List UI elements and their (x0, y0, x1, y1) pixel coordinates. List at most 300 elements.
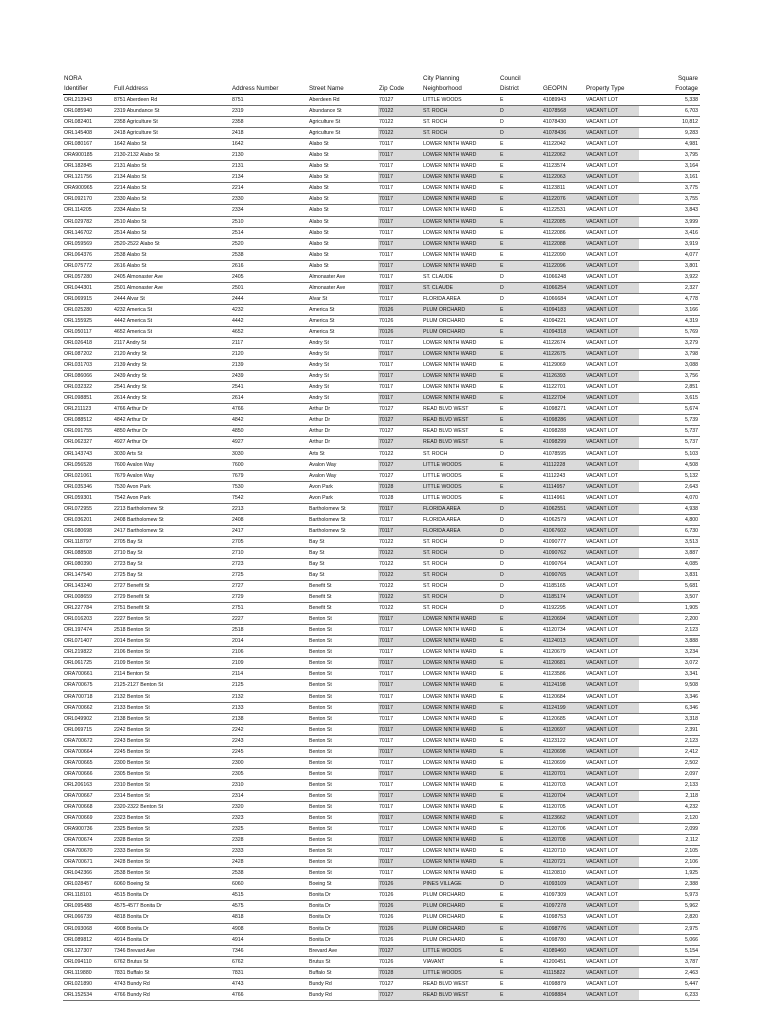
table-row (63, 901, 700, 912)
street-name-cell: Alabo St (308, 216, 378, 227)
neighborhood-cell: LITTLE WOODS (422, 95, 499, 106)
square-footage-cell: 4,085 (639, 558, 700, 569)
nora-identifier-cell: ORL143743 (63, 448, 113, 459)
table-row (63, 183, 700, 194)
square-footage-cell: 5,338 (639, 95, 700, 106)
address-number-cell: 7831 (231, 967, 308, 978)
nora-identifier-cell: ORL095488 (63, 901, 113, 912)
property-type-cell: VACANT LOT (585, 658, 639, 669)
street-name-cell: Benton St (308, 713, 378, 724)
zip-code-cell: 70117 (378, 503, 422, 514)
geopin-cell: 41122063 (542, 172, 585, 183)
address-number-cell: 7346 (231, 945, 308, 956)
neighborhood-cell: ST. ROCH (422, 536, 499, 547)
property-type-cell: VACANT LOT (585, 426, 639, 437)
nora-identifier-cell: ORL016203 (63, 614, 113, 625)
zip-code-cell: 70117 (378, 846, 422, 857)
property-type-cell: VACANT LOT (585, 746, 639, 757)
table-row (63, 106, 700, 117)
nora-identifier-cell: ORL152534 (63, 989, 113, 1000)
square-footage-cell: 3,615 (639, 393, 700, 404)
property-type-cell: VACANT LOT (585, 481, 639, 492)
geopin-cell: 41098271 (542, 404, 585, 415)
table-row (63, 857, 700, 868)
property-type-cell: VACANT LOT (585, 857, 639, 868)
council-district-cell: E (499, 382, 542, 393)
table-row (63, 768, 700, 779)
neighborhood-cell: PLUM ORCHARD (422, 912, 499, 923)
zip-code-cell: 70117 (378, 713, 422, 724)
property-type-cell: VACANT LOT (585, 172, 639, 183)
zip-code-cell: 70117 (378, 260, 422, 271)
property-type-cell: VACANT LOT (585, 216, 639, 227)
address-number-cell: 2320 (231, 802, 308, 813)
property-type-cell: VACANT LOT (585, 382, 639, 393)
table-row (63, 603, 700, 614)
nora-identifier-cell: ORL031703 (63, 360, 113, 371)
neighborhood-cell: LOWER NINTH WARD (422, 260, 499, 271)
neighborhood-cell: LOWER NINTH WARD (422, 647, 499, 658)
council-district-cell: E (499, 227, 542, 238)
geopin-cell: 41120698 (542, 746, 585, 757)
table-row (63, 989, 700, 1000)
nora-identifier-cell: ORA700718 (63, 691, 113, 702)
council-district-cell: E (499, 614, 542, 625)
property-type-cell: VACANT LOT (585, 547, 639, 558)
neighborhood-cell: LOWER NINTH WARD (422, 713, 499, 724)
geopin-cell: 41120710 (542, 846, 585, 857)
address-number-cell: 7600 (231, 459, 308, 470)
full-address-cell: 2319 Abundance St (113, 106, 231, 117)
address-number-cell: 4766 (231, 404, 308, 415)
property-type-cell: VACANT LOT (585, 470, 639, 481)
council-district-cell: E (499, 835, 542, 846)
council-district-cell: E (499, 150, 542, 161)
address-number-cell: 2125 (231, 680, 308, 691)
property-type-cell: VACANT LOT (585, 139, 639, 150)
property-type-cell: VACANT LOT (585, 360, 639, 371)
square-footage-cell: 5,681 (639, 581, 700, 592)
property-type-cell: VACANT LOT (585, 315, 639, 326)
property-type-cell: VACANT LOT (585, 260, 639, 271)
property-type-cell: VACANT LOT (585, 117, 639, 128)
square-footage-cell: 5,769 (639, 326, 700, 337)
neighborhood-cell: FLORIDA AREA (422, 503, 499, 514)
council-district-cell: E (499, 404, 542, 415)
neighborhood-cell: LITTLE WOODS (422, 481, 499, 492)
nora-identifier-cell: ORL118797 (63, 536, 113, 547)
neighborhood-cell: READ BLVD WEST (422, 978, 499, 989)
geopin-cell: 41122701 (542, 382, 585, 393)
property-type-cell: VACANT LOT (585, 95, 639, 106)
nora-identifier-cell: ORL088512 (63, 415, 113, 426)
full-address-cell: 7542 Avon Park (113, 492, 231, 503)
nora-identifier-cell: ORL147540 (63, 570, 113, 581)
square-footage-cell: 2,388 (639, 879, 700, 890)
square-footage-cell: 2,391 (639, 724, 700, 735)
street-name-cell: Andry St (308, 338, 378, 349)
geopin-cell: 41120699 (542, 757, 585, 768)
nora-identifier-cell: ORA700670 (63, 846, 113, 857)
street-name-cell: Arthur Dr (308, 404, 378, 415)
table-row (63, 536, 700, 547)
geopin-cell: 41090764 (542, 558, 585, 569)
full-address-cell: 2109 Benton St (113, 658, 231, 669)
geopin-cell: 41067602 (542, 525, 585, 536)
square-footage-cell: 3,164 (639, 161, 700, 172)
street-name-cell: Avon Park (308, 481, 378, 492)
street-name-cell: Benton St (308, 691, 378, 702)
geopin-cell: 41185165 (542, 581, 585, 592)
geopin-cell: 41122675 (542, 349, 585, 360)
full-address-cell: 2723 Bay St (113, 558, 231, 569)
property-type-cell: VACANT LOT (585, 978, 639, 989)
square-footage-cell: 3,318 (639, 713, 700, 724)
zip-code-cell: 70126 (378, 901, 422, 912)
table-row (63, 227, 700, 238)
street-name-cell: Benton St (308, 625, 378, 636)
nora-identifier-cell: ORL086066 (63, 371, 113, 382)
square-footage-cell: 6,346 (639, 702, 700, 713)
property-type-cell: VACANT LOT (585, 890, 639, 901)
council-district-cell: E (499, 757, 542, 768)
table-row (63, 492, 700, 503)
nora-identifier-cell: ORL088508 (63, 547, 113, 558)
zip-code-cell: 70117 (378, 625, 422, 636)
table-row (63, 757, 700, 768)
property-type-cell: VACANT LOT (585, 161, 639, 172)
council-district-cell: E (499, 901, 542, 912)
table-row (63, 514, 700, 525)
address-number-cell: 2510 (231, 216, 308, 227)
square-footage-cell: 2,200 (639, 614, 700, 625)
geopin-cell: 41123811 (542, 183, 585, 194)
square-footage-cell: 4,077 (639, 249, 700, 260)
council-district-cell: E (499, 934, 542, 945)
table-row (63, 802, 700, 813)
square-footage-cell: 3,234 (639, 647, 700, 658)
address-number-cell: 6762 (231, 956, 308, 967)
street-name-cell: Benton St (308, 846, 378, 857)
address-number-cell: 4842 (231, 415, 308, 426)
nora-identifier-cell: ORA700665 (63, 757, 113, 768)
council-district-cell: D (499, 128, 542, 139)
full-address-cell: 2243 Benton St (113, 735, 231, 746)
neighborhood-cell: PLUM ORCHARD (422, 934, 499, 945)
neighborhood-cell: LOWER NINTH WARD (422, 779, 499, 790)
property-type-cell: VACANT LOT (585, 879, 639, 890)
council-district-cell: E (499, 790, 542, 801)
council-district-cell: E (499, 139, 542, 150)
nora-identifier-cell: ORL035346 (63, 481, 113, 492)
street-name-cell: Aberdeen Rd (308, 95, 378, 106)
square-footage-cell: 2,120 (639, 813, 700, 824)
zip-code-cell: 70126 (378, 890, 422, 901)
zip-code-cell: 70126 (378, 912, 422, 923)
geopin-cell: 41098299 (542, 437, 585, 448)
zip-code-cell: 70117 (378, 205, 422, 216)
full-address-cell: 2131 Alabo St (113, 161, 231, 172)
table-row (63, 139, 700, 150)
square-footage-cell: 3,919 (639, 238, 700, 249)
address-number-cell: 2214 (231, 183, 308, 194)
full-address-cell: 2439 Andry St (113, 371, 231, 382)
street-name-cell: Alabo St (308, 238, 378, 249)
street-name-cell: Boeing St (308, 879, 378, 890)
square-footage-cell: 2,097 (639, 768, 700, 779)
nora-identifier-cell: ORL049902 (63, 713, 113, 724)
nora-identifier-cell: ORA700661 (63, 669, 113, 680)
property-type-cell: VACANT LOT (585, 680, 639, 691)
street-name-cell: Alabo St (308, 150, 378, 161)
table-row (63, 437, 700, 448)
address-number-cell: 2358 (231, 117, 308, 128)
square-footage-cell: 5,737 (639, 426, 700, 437)
council-district-cell: E (499, 205, 542, 216)
council-district-cell: E (499, 426, 542, 437)
neighborhood-cell: LOWER NINTH WARD (422, 625, 499, 636)
neighborhood-cell: LOWER NINTH WARD (422, 824, 499, 835)
address-number-cell: 2213 (231, 503, 308, 514)
full-address-cell: 7679 Avalon Way (113, 470, 231, 481)
table-row (63, 216, 700, 227)
table-row (63, 680, 700, 691)
table-row (63, 161, 700, 172)
neighborhood-cell: PLUM ORCHARD (422, 901, 499, 912)
address-number-cell: 2418 (231, 128, 308, 139)
nora-identifier-cell: ORL143240 (63, 581, 113, 592)
street-name-cell: Agriculture St (308, 117, 378, 128)
council-district-cell: D (499, 570, 542, 581)
geopin-cell: 41123586 (542, 669, 585, 680)
table-row (63, 912, 700, 923)
square-footage-cell: 3,831 (639, 570, 700, 581)
geopin-cell: 41098879 (542, 978, 585, 989)
nora-identifier-cell: ORL080698 (63, 525, 113, 536)
full-address-cell: 2418 Agriculture St (113, 128, 231, 139)
council-district-cell: D (499, 448, 542, 459)
full-address-cell: 2227 Benton St (113, 614, 231, 625)
property-type-cell: VACANT LOT (585, 415, 639, 426)
street-name-cell: Benton St (308, 669, 378, 680)
table-row (63, 293, 700, 304)
square-footage-cell: 2,820 (639, 912, 700, 923)
geopin-cell: 41192295 (542, 603, 585, 614)
neighborhood-cell: FLORIDA AREA (422, 525, 499, 536)
address-number-cell: 4927 (231, 437, 308, 448)
full-address-cell: 4850 Arthur Dr (113, 426, 231, 437)
street-name-cell: Bonita Dr (308, 912, 378, 923)
street-name-cell: Alabo St (308, 194, 378, 205)
square-footage-cell: 3,787 (639, 956, 700, 967)
council-district-cell: E (499, 746, 542, 757)
address-number-cell: 2428 (231, 857, 308, 868)
neighborhood-cell: ST. ROCH (422, 117, 499, 128)
geopin-cell: 41062579 (542, 514, 585, 525)
geopin-cell: 41123574 (542, 161, 585, 172)
full-address-cell: 2134 Alabo St (113, 172, 231, 183)
zip-code-cell: 70117 (378, 779, 422, 790)
nora-identifier-cell: ORL061725 (63, 658, 113, 669)
nora-identifier-cell: ORL069715 (63, 724, 113, 735)
street-name-cell: Agriculture St (308, 128, 378, 139)
street-name-cell: Bay St (308, 547, 378, 558)
street-name-cell: Andry St (308, 382, 378, 393)
property-type-cell: VACANT LOT (585, 757, 639, 768)
square-footage-cell: 4,070 (639, 492, 700, 503)
full-address-cell: 2138 Benton St (113, 713, 231, 724)
table-row (63, 503, 700, 514)
full-address-cell: 2114 Benton St (113, 669, 231, 680)
street-name-cell: Bonita Dr (308, 923, 378, 934)
full-address-cell: 2245 Benton St (113, 746, 231, 757)
street-name-cell: Benton St (308, 680, 378, 691)
full-address-cell: 7346 Brevard Ave (113, 945, 231, 956)
square-footage-cell: 5,739 (639, 415, 700, 426)
street-name-cell: Alabo St (308, 172, 378, 183)
council-district-cell: E (499, 691, 542, 702)
council-district-cell: D (499, 106, 542, 117)
full-address-cell: 2305 Benton St (113, 768, 231, 779)
address-number-cell: 2130 (231, 150, 308, 161)
council-district-cell: E (499, 95, 542, 106)
neighborhood-cell: LOWER NINTH WARD (422, 150, 499, 161)
full-address-cell: 2751 Benefit St (113, 603, 231, 614)
table-row (63, 647, 700, 658)
nora-identifier-cell: ORL119880 (63, 967, 113, 978)
address-number-cell: 2408 (231, 514, 308, 525)
council-district-cell: E (499, 779, 542, 790)
zip-code-cell: 70117 (378, 382, 422, 393)
geopin-cell: 41122674 (542, 338, 585, 349)
nora-identifier-cell: ORA700674 (63, 835, 113, 846)
address-number-cell: 2330 (231, 194, 308, 205)
zip-code-cell: 70117 (378, 172, 422, 183)
square-footage-cell: 5,103 (639, 448, 700, 459)
square-footage-cell: 4,232 (639, 802, 700, 813)
address-number-cell: 2139 (231, 360, 308, 371)
nora-identifier-cell: ORL121756 (63, 172, 113, 183)
geopin-cell: 41122088 (542, 238, 585, 249)
nora-identifier-cell: ORL075772 (63, 260, 113, 271)
neighborhood-cell: LOWER NINTH WARD (422, 724, 499, 735)
zip-code-cell: 70117 (378, 393, 422, 404)
zip-code-cell: 70127 (378, 437, 422, 448)
table-row (63, 879, 700, 890)
geopin-cell: 41120704 (542, 790, 585, 801)
property-type-cell: VACANT LOT (585, 790, 639, 801)
geopin-cell: 41120685 (542, 713, 585, 724)
nora-identifier-cell: ORL146702 (63, 227, 113, 238)
address-number-cell: 2300 (231, 757, 308, 768)
address-number-cell: 4515 (231, 890, 308, 901)
street-name-cell: Arts St (308, 448, 378, 459)
zip-code-cell: 70117 (378, 824, 422, 835)
zip-code-cell: 70117 (378, 802, 422, 813)
neighborhood-cell: LOWER NINTH WARD (422, 868, 499, 879)
table-row (63, 470, 700, 481)
zip-code-cell: 70126 (378, 934, 422, 945)
neighborhood-cell: VIAVANT (422, 956, 499, 967)
council-district-cell: E (499, 669, 542, 680)
neighborhood-cell: LOWER NINTH WARD (422, 658, 499, 669)
full-address-cell: 7530 Avon Park (113, 481, 231, 492)
address-number-cell: 4442 (231, 315, 308, 326)
square-footage-cell: 2,463 (639, 967, 700, 978)
property-type-cell: VACANT LOT (585, 183, 639, 194)
zip-code-cell: 70117 (378, 249, 422, 260)
zip-code-cell: 70117 (378, 813, 422, 824)
col-header-zip-code: Zip Code (378, 72, 422, 95)
full-address-cell: 2444 Alvar St (113, 293, 231, 304)
nora-identifier-cell: ORL025280 (63, 304, 113, 315)
street-name-cell: Alvar St (308, 293, 378, 304)
geopin-cell: 41124198 (542, 680, 585, 691)
geopin-cell: 41062551 (542, 503, 585, 514)
neighborhood-cell: LOWER NINTH WARD (422, 702, 499, 713)
neighborhood-cell: READ BLVD WEST (422, 426, 499, 437)
table-row (63, 393, 700, 404)
address-number-cell: 2417 (231, 525, 308, 536)
council-district-cell: E (499, 702, 542, 713)
col-header-full-address: Full Address (113, 72, 231, 95)
zip-code-cell: 70127 (378, 945, 422, 956)
table-row (63, 581, 700, 592)
neighborhood-cell: LOWER NINTH WARD (422, 614, 499, 625)
full-address-cell: 8751 Aberdeen Rd (113, 95, 231, 106)
table-row (63, 978, 700, 989)
table-row (63, 691, 700, 702)
full-address-cell: 6762 Brutus St (113, 956, 231, 967)
full-address-cell: 2727 Benefit St (113, 581, 231, 592)
council-district-cell: D (499, 514, 542, 525)
street-name-cell: Arthur Dr (308, 415, 378, 426)
full-address-cell: 3030 Arts St (113, 448, 231, 459)
geopin-cell: 41120679 (542, 647, 585, 658)
table-row (63, 934, 700, 945)
zip-code-cell: 70117 (378, 349, 422, 360)
nora-identifier-cell: ORL227784 (63, 603, 113, 614)
nora-identifier-cell: ORL082401 (63, 117, 113, 128)
col-header-council-district: Council District (499, 72, 542, 95)
full-address-cell: 1642 Alabo St (113, 139, 231, 150)
geopin-cell: 41122062 (542, 150, 585, 161)
zip-code-cell: 70117 (378, 857, 422, 868)
property-type-cell: VACANT LOT (585, 570, 639, 581)
neighborhood-cell: PLUM ORCHARD (422, 326, 499, 337)
council-district-cell: E (499, 636, 542, 647)
table-row (63, 945, 700, 956)
address-number-cell: 4652 (231, 326, 308, 337)
zip-code-cell: 70117 (378, 371, 422, 382)
full-address-cell: 2242 Benton St (113, 724, 231, 735)
square-footage-cell: 3,161 (639, 172, 700, 183)
street-name-cell: Bonita Dr (308, 901, 378, 912)
property-type-cell: VACANT LOT (585, 128, 639, 139)
table-row (63, 150, 700, 161)
geopin-cell: 41120706 (542, 824, 585, 835)
street-name-cell: Alabo St (308, 260, 378, 271)
neighborhood-cell: LITTLE WOODS (422, 492, 499, 503)
table-row (63, 371, 700, 382)
street-name-cell: Andry St (308, 360, 378, 371)
council-district-cell: E (499, 724, 542, 735)
square-footage-cell: 3,346 (639, 691, 700, 702)
full-address-cell: 2614 Andry St (113, 393, 231, 404)
address-number-cell: 2310 (231, 779, 308, 790)
address-number-cell: 2227 (231, 614, 308, 625)
zip-code-cell: 70122 (378, 547, 422, 558)
